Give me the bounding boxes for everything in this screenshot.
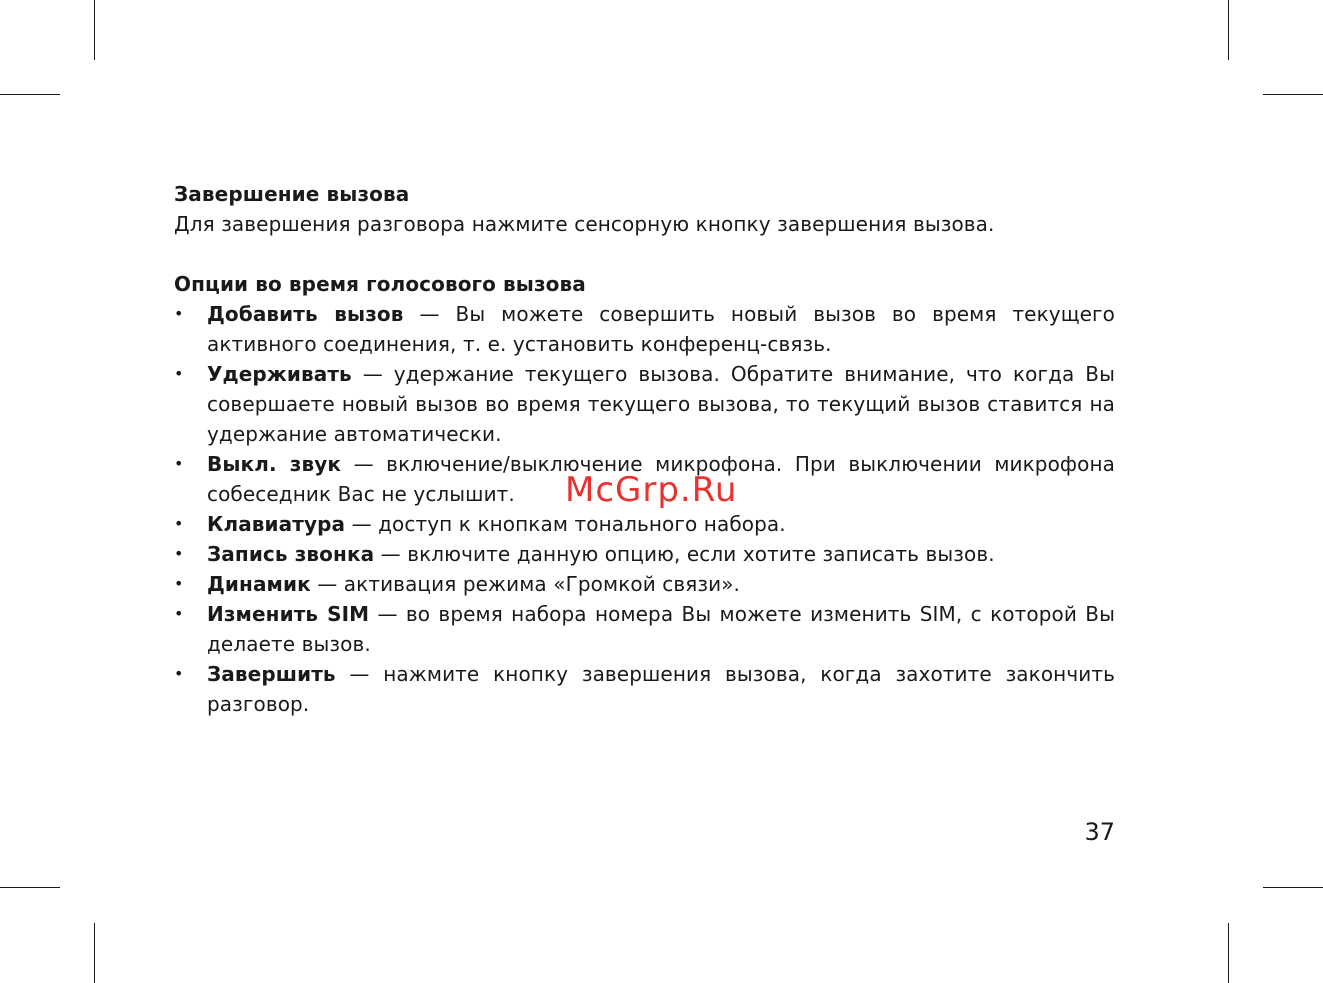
- option-description: — активация режима «Громкой связи».: [310, 572, 741, 596]
- option-term: Клавиатура: [207, 512, 346, 536]
- option-term: Изменить SIM: [207, 602, 370, 626]
- heading-call-end: Завершение вызова: [174, 182, 410, 206]
- option-keypad: [174, 509, 1115, 539]
- section-spacer: [174, 239, 1115, 269]
- option-end-call: [174, 659, 1115, 719]
- option-description: — во время набора номера Вы можете изменить SIM, с которой Вы делаете вызов.: [207, 602, 1115, 656]
- option-term: Выкл. звук: [207, 452, 342, 476]
- option-term: Удерживать: [207, 362, 352, 386]
- crop-mark-top-right-horizontal: [1263, 94, 1323, 95]
- option-term: Динамик: [207, 572, 311, 596]
- call-end-paragraph: Для завершения разговора нажмите сенсорную кнопку завершения вызова.: [174, 212, 995, 236]
- option-description: — нажмите кнопку завершения вызова, когда захотите закончить разговор.: [207, 662, 1115, 716]
- heading-call-options: Опции во время голосового вызова: [174, 272, 586, 296]
- option-speaker: [174, 569, 1115, 599]
- crop-mark-top-right-vertical: [1228, 0, 1229, 60]
- option-term: Добавить вызов: [207, 302, 404, 326]
- option-description: — включение/выключение микрофона. При выключении микрофона собеседник Вас не услышит.: [207, 452, 1115, 506]
- option-description: — удержание текущего вызова. Обратите внимание, что когда Вы совершаете новый вызов во время текущего вызова, то текущий вызов ставится на удержание автоматически.: [207, 362, 1115, 446]
- option-description: — включите данную опцию, если хотите записать вызов.: [374, 542, 995, 566]
- page-content: [174, 179, 1115, 719]
- crop-mark-bottom-right-vertical: [1228, 923, 1229, 983]
- page-number: 37: [1084, 818, 1115, 846]
- option-term: Завершить: [207, 662, 336, 686]
- crop-mark-bottom-left-horizontal: [0, 887, 60, 888]
- option-change-sim: [174, 599, 1115, 659]
- watermark: McGrp.Ru: [565, 470, 738, 510]
- crop-mark-bottom-right-horizontal: [1263, 887, 1323, 888]
- crop-mark-top-left-vertical: [94, 0, 95, 60]
- crop-mark-top-left-horizontal: [0, 94, 60, 95]
- option-description: — доступ к кнопкам тонального набора.: [345, 512, 786, 536]
- option-term: Запись звонка: [207, 542, 375, 566]
- option-hold: [174, 359, 1115, 449]
- crop-mark-bottom-left-vertical: [94, 923, 95, 983]
- option-description: — Вы можете совершить новый вызов во время текущего активного соединения, т. е. установить конференц-связь.: [207, 302, 1115, 356]
- option-add-call: [174, 299, 1115, 359]
- option-record: [174, 539, 1115, 569]
